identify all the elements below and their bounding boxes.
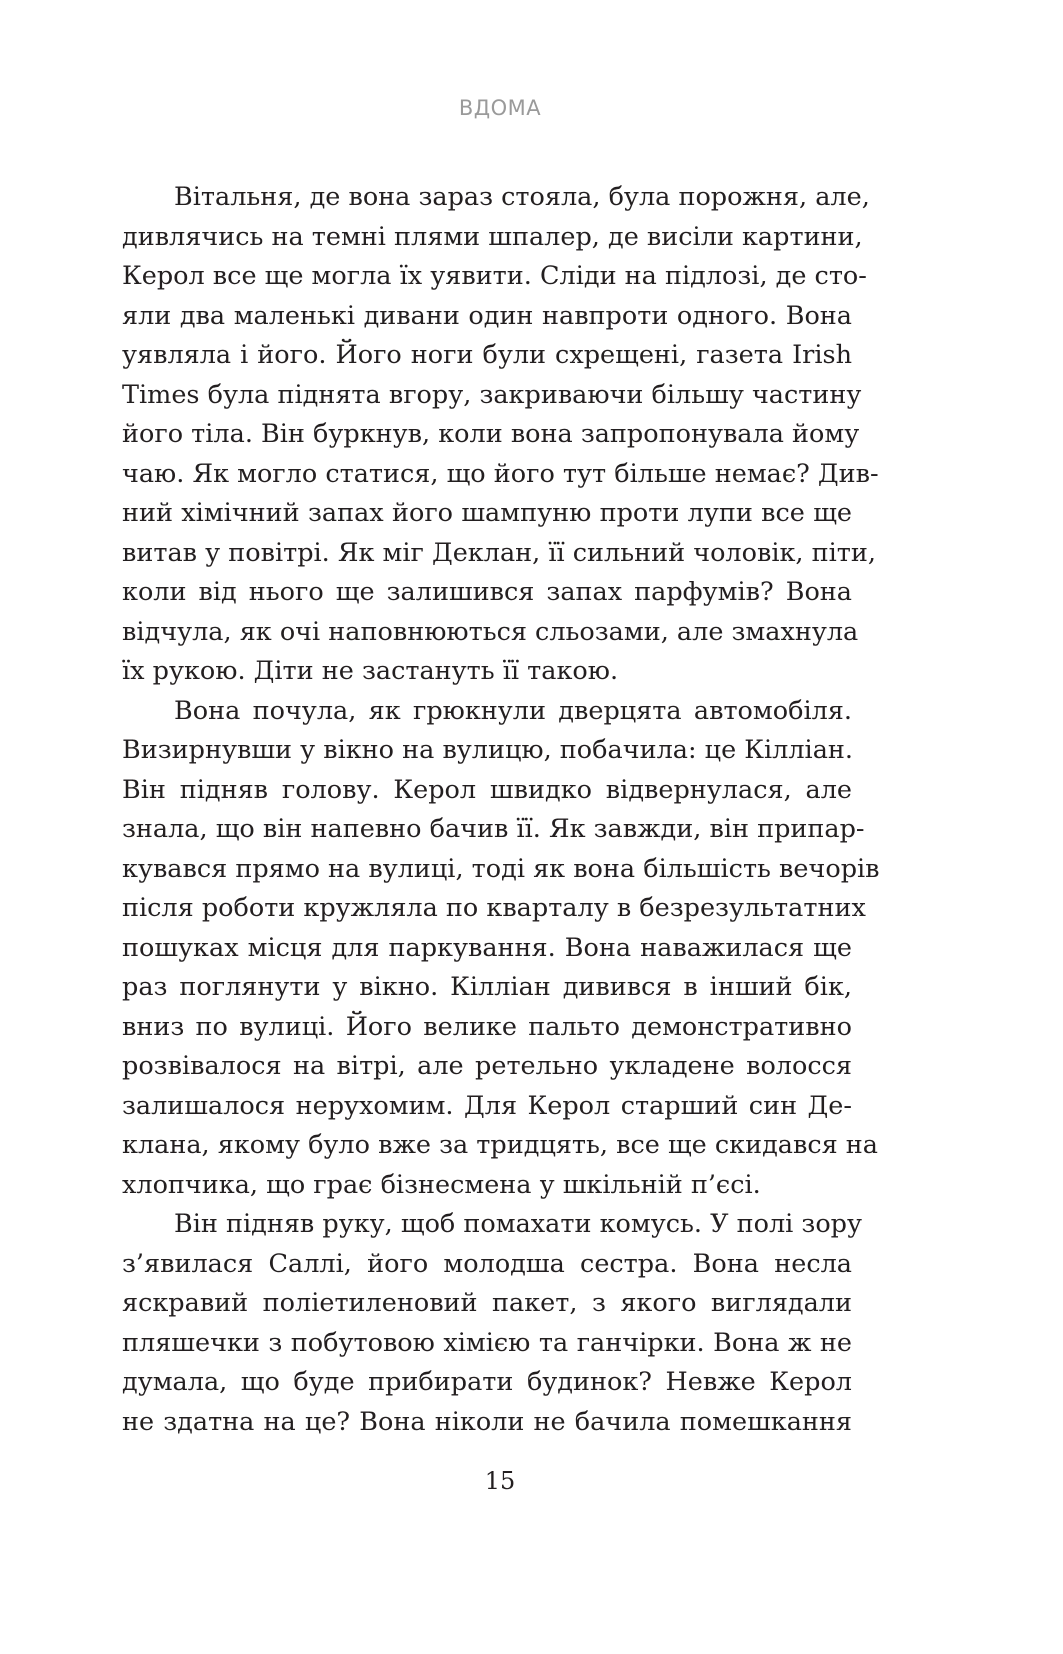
text-line: уявляла і його. Його ноги були схрещені, газета Irish (122, 340, 852, 370)
text-line: їх рукою. Діти не застануть її такою. (122, 656, 619, 686)
text-line: чаю. Як могло статися, що його тут більше немає? Див- (122, 458, 879, 489)
text-line: Times була піднята вгору, закриваючи більшу частину (122, 379, 862, 410)
text-line: Він підняв руку, щоб помахати комусь. У полі зору (174, 1209, 863, 1239)
body-text (122, 178, 880, 1442)
text-line: після роботи кружляла по кварталу в безрезультатних (122, 893, 866, 923)
text-line: Вітальня, де вона зараз стояла, була порожня, але, (174, 182, 870, 212)
text-line: Керол все ще могла їх уявити. Сліди на підлозі, де сто- (122, 261, 867, 291)
text-line: пляшечки з побутовою хімією та ганчірки. Вона ж не (122, 1327, 852, 1358)
text-line: витав у повітрі. Як міг Деклан, її сильний чоловік, піти, (122, 537, 877, 568)
text-line: з’явилася Саллі, його молодша сестра. Вона несла (122, 1248, 852, 1279)
text-line: пошуках місця для паркування. Вона наважилася ще (122, 932, 852, 963)
text-line: раз поглянути у вікно. Кілліан дивився в інший бік, (122, 972, 852, 1002)
text-line: хлопчика, що грає бізнесмена у шкільній п’єсі. (122, 1169, 761, 1200)
text-line: відчула, як очі наповнюються сльозами, але змахнула (122, 616, 859, 647)
text-line: Визирнувши у вікно на вулицю, побачила: це Кілліан. (122, 735, 854, 765)
text-line: вниз по вулиці. Його велике пальто демонстративно (122, 1011, 852, 1042)
text-line: думала, що буде прибирати будинок? Невже Керол (122, 1367, 852, 1397)
text-line: ний хімічний запах його шампуню проти лупи все ще (122, 498, 852, 528)
text-line: розвівалося на вітрі, але ретельно укладене волосся (122, 1051, 852, 1081)
text-line: Він підняв голову. Керол швидко відвернулася, але (122, 774, 852, 805)
text-line: яли два маленькі дивани один навпроти одного. Вона (122, 300, 852, 331)
text-line: дивлячись на темні плями шпалер, де висіли картини, (122, 221, 863, 252)
text-line: його тіла. Він буркнув, коли вона запропонувала йому (122, 419, 860, 449)
page-number: 15 (484, 1467, 516, 1495)
text-line: не здатна на це? Вона ніколи не бачила помешкання (122, 1406, 852, 1437)
text-line: знала, що він напевно бачив її. Як завжди, він припар- (122, 814, 865, 844)
running-head: ВДОМА (458, 96, 542, 120)
text-line: кувався прямо на вулиці, тоді як вона більшість вечорів (122, 853, 880, 884)
text-line: залишалося нерухомим. Для Керол старший син Де- (122, 1090, 852, 1121)
text-line: клана, якому було вже за тридцять, все ще скидався на (122, 1130, 879, 1160)
text-line: яскравий поліетиленовий пакет, з якого виглядали (122, 1288, 852, 1318)
text-line: коли від нього ще залишився запах парфумів? Вона (122, 577, 852, 607)
text-line: Вона почула, як грюкнули дверцята автомобіля. (174, 695, 852, 726)
